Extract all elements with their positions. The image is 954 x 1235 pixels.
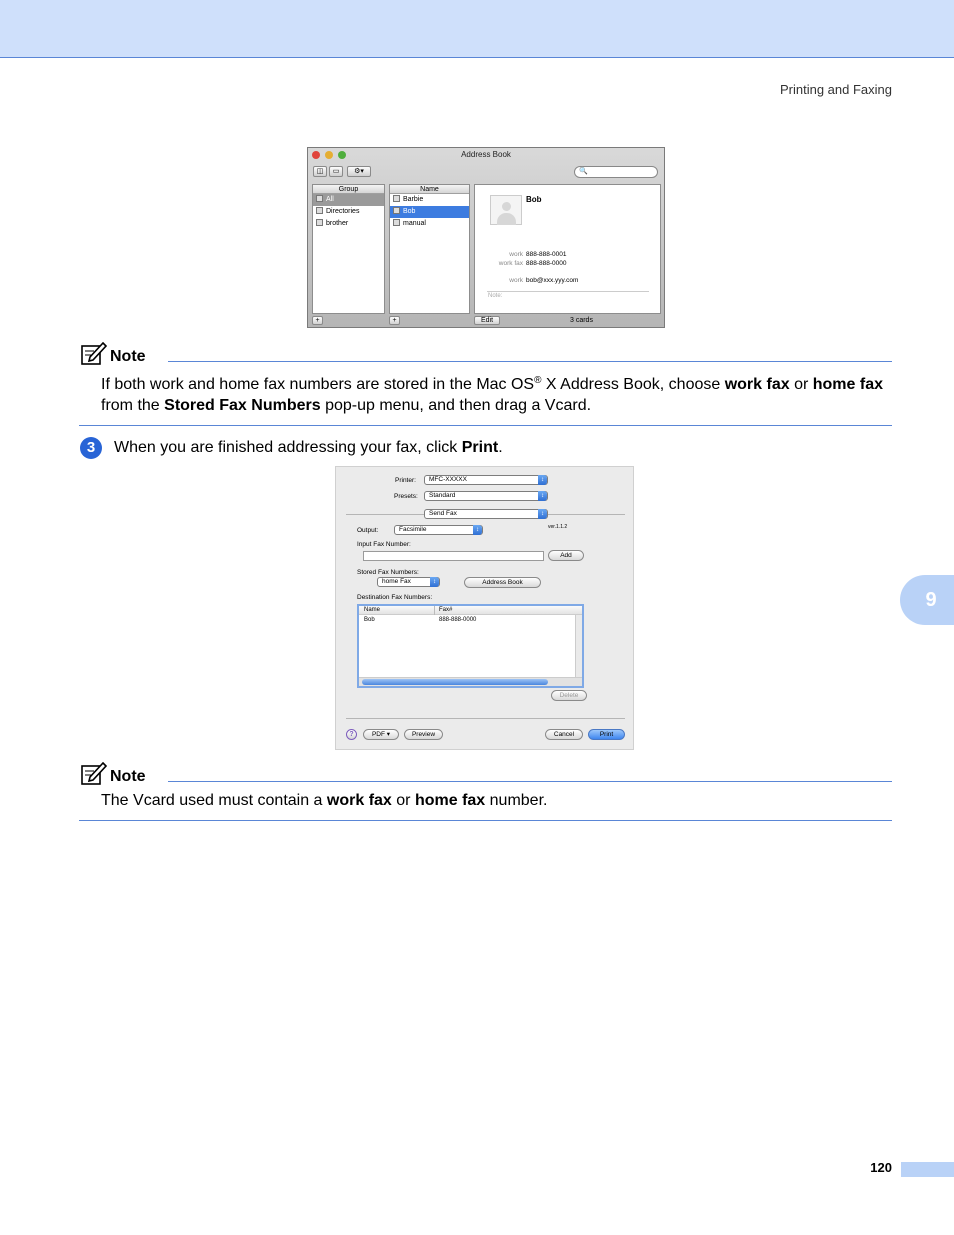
title-bar bbox=[308, 148, 664, 162]
printer-popup[interactable]: MFC-XXXXX ↕ bbox=[424, 475, 548, 485]
card-icon bbox=[393, 207, 400, 214]
stored-fax-popup[interactable]: home Fax ↕ bbox=[377, 577, 440, 587]
note-text: If both work and home fax numbers are stored in the Mac OS® X Address Book, choose work fax or home fax from the Stored Fax Numbers pop-up menu, and then drag a Vcard. bbox=[101, 375, 883, 414]
contact-field: work fax 888-888-0000 bbox=[498, 260, 567, 267]
step-text: When you are finished addressing your fax, click Print. bbox=[114, 439, 503, 456]
printer-label: Printer: bbox=[395, 477, 416, 484]
window-title: Address Book bbox=[461, 150, 511, 159]
add-button[interactable]: Add bbox=[548, 550, 584, 561]
search-icon: 🔍 bbox=[579, 168, 588, 175]
card-icon bbox=[393, 195, 400, 202]
name-item-bob[interactable]: Bob bbox=[390, 206, 469, 218]
chapter-tab: 9 bbox=[900, 575, 954, 625]
group-item-all[interactable]: All bbox=[313, 194, 384, 206]
contact-card bbox=[474, 184, 661, 314]
fax-number-input[interactable] bbox=[363, 551, 544, 561]
row-name: Bob bbox=[364, 617, 375, 623]
preview-button[interactable]: Preview bbox=[404, 729, 443, 740]
note-pencil-icon bbox=[81, 342, 107, 366]
column-view-icon[interactable]: ◫ bbox=[313, 166, 327, 177]
divider bbox=[346, 718, 625, 719]
contact-field: work bob@xxx.yyy.com bbox=[509, 277, 579, 284]
edit-button[interactable]: Edit bbox=[474, 316, 500, 325]
output-popup[interactable]: Facsimile ↕ bbox=[394, 525, 483, 535]
horizontal-scrollbar[interactable] bbox=[359, 677, 582, 686]
name-item-barbie[interactable]: Barbie bbox=[390, 194, 469, 206]
search-field[interactable] bbox=[574, 166, 658, 178]
presets-label: Presets: bbox=[394, 493, 418, 500]
column-header-fax[interactable]: Fax# bbox=[439, 607, 453, 613]
delete-button[interactable]: Delete bbox=[551, 690, 587, 701]
note-rule bbox=[168, 781, 892, 782]
add-contact-button[interactable]: + bbox=[389, 316, 400, 325]
name-header: Name bbox=[390, 185, 469, 194]
add-group-button[interactable]: + bbox=[312, 316, 323, 325]
contact-photo-icon bbox=[490, 195, 522, 225]
destination-label: Destination Fax Numbers: bbox=[357, 594, 433, 601]
address-book-window bbox=[307, 147, 665, 328]
card-count: 3 cards bbox=[570, 317, 593, 324]
address-book-button[interactable]: Address Book bbox=[464, 577, 541, 588]
version-label: ver.1.1.2 bbox=[548, 524, 568, 530]
note-heading bbox=[79, 762, 892, 790]
pane-popup[interactable]: Send Fax ↕ bbox=[424, 509, 548, 519]
group-header: Group bbox=[313, 185, 384, 194]
cancel-button[interactable]: Cancel bbox=[545, 729, 583, 740]
page-number-bar bbox=[901, 1162, 954, 1177]
input-fax-label: Input Fax Number: bbox=[357, 541, 411, 548]
group-icon bbox=[316, 195, 323, 202]
step-number-badge: 3 bbox=[80, 437, 102, 459]
vertical-scrollbar[interactable] bbox=[575, 615, 582, 677]
note-end-rule bbox=[79, 820, 892, 821]
name-column bbox=[389, 184, 470, 314]
print-dialog bbox=[335, 466, 634, 750]
note-rule bbox=[168, 361, 892, 362]
help-icon[interactable]: ? bbox=[346, 729, 357, 740]
action-gear-icon[interactable]: ⚙▾ bbox=[347, 166, 371, 177]
note-pencil-icon bbox=[81, 762, 107, 786]
running-title: Printing and Faxing bbox=[779, 82, 892, 97]
name-item-manual[interactable]: manual bbox=[390, 218, 469, 230]
column-divider bbox=[434, 606, 435, 615]
contact-field: work 888-888-0001 bbox=[509, 251, 567, 258]
scroll-thumb[interactable] bbox=[362, 679, 548, 685]
destination-table bbox=[357, 604, 584, 688]
presets-popup[interactable]: Standard ↕ bbox=[424, 491, 548, 501]
divider bbox=[487, 291, 649, 292]
note-end-rule bbox=[79, 425, 892, 426]
note-label: Note bbox=[110, 348, 146, 365]
stored-fax-label: Stored Fax Numbers: bbox=[357, 569, 419, 576]
output-label: Output: bbox=[357, 527, 379, 534]
table-header bbox=[359, 606, 582, 615]
column-header-name[interactable]: Name bbox=[364, 607, 381, 613]
group-item-brother[interactable]: brother bbox=[313, 218, 384, 230]
group-column bbox=[312, 184, 385, 314]
card-view-icon[interactable]: ▭ bbox=[329, 166, 343, 177]
group-item-directories[interactable]: Directories bbox=[313, 206, 384, 218]
note-label: Note bbox=[110, 768, 146, 785]
note-label: Note: bbox=[488, 293, 503, 299]
row-fax: 888-888-0000 bbox=[439, 617, 477, 623]
person-icon bbox=[393, 219, 400, 226]
directory-icon bbox=[316, 207, 323, 214]
contact-name: Bob bbox=[526, 195, 542, 204]
print-button[interactable]: Print bbox=[588, 729, 625, 740]
group-icon bbox=[316, 219, 323, 226]
pdf-button[interactable]: PDF ▾ bbox=[363, 729, 399, 740]
note-heading bbox=[79, 342, 892, 370]
note-text: The Vcard used must contain a work fax or home fax number. bbox=[101, 792, 548, 809]
page-number: 120 bbox=[870, 1160, 892, 1175]
header-band bbox=[0, 0, 954, 58]
